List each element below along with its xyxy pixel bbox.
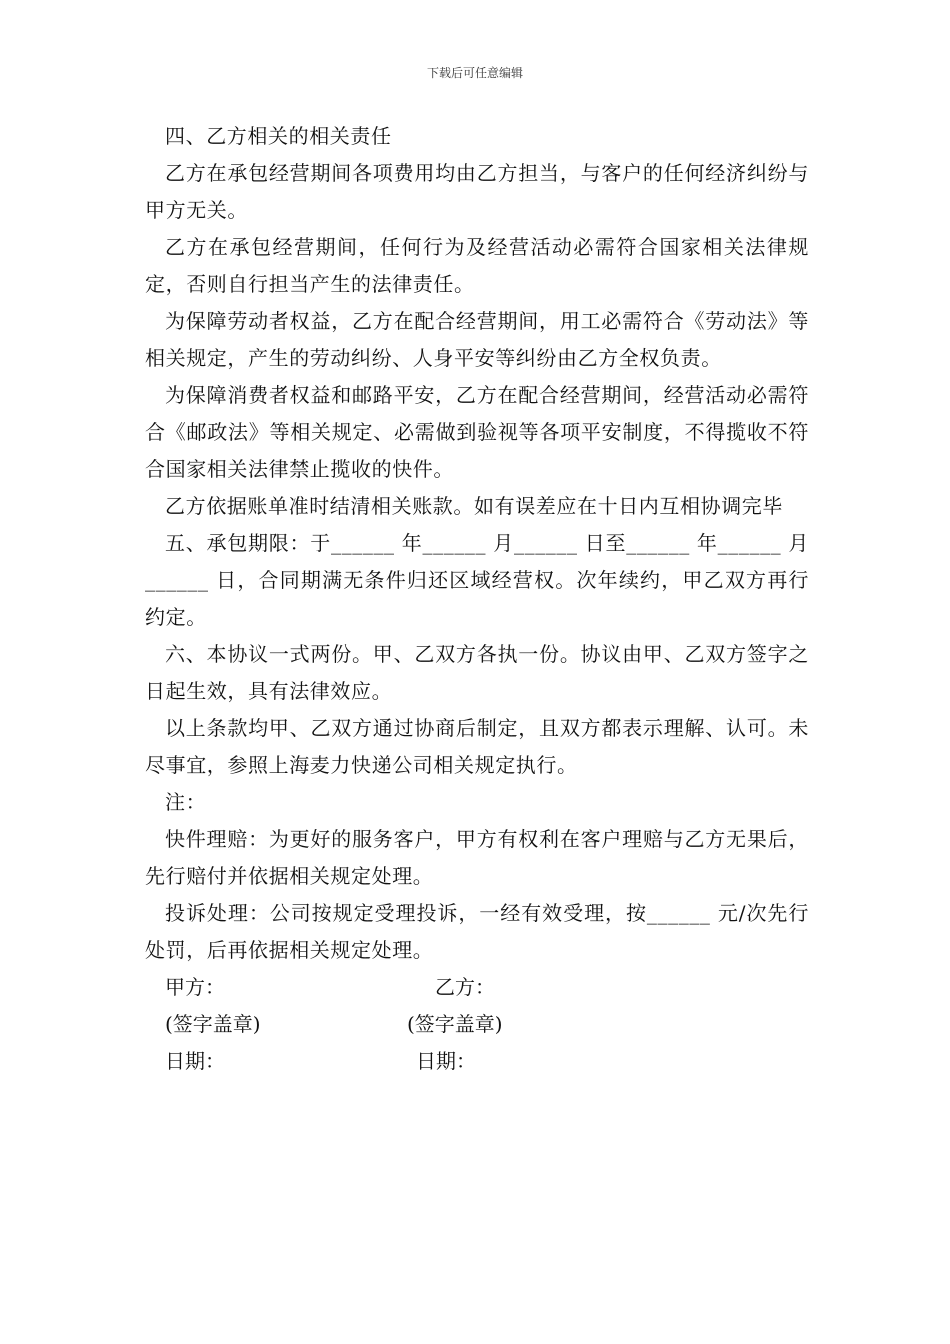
signature-party-row xyxy=(145,969,809,1006)
party-b-seal: (签字盖章) xyxy=(407,1012,503,1036)
paragraph-expenses: 乙方在承包经营期间各项费用均由乙方担当，与客户的任何经济纠纷与甲方无关。 xyxy=(145,161,809,222)
paragraph-settlement: 乙方依据账单准时结清相关账款。如有误差应在十日内互相协调完毕 xyxy=(165,494,783,518)
party-b-label: 乙方： xyxy=(435,975,495,999)
paragraph-complaints: 投诉处理：公司按规定受理投诉，一经有效受理，按______ 元/次先行处罚，后再依据相关规定处理。 xyxy=(145,901,809,962)
paragraph-legal-compliance: 乙方在承包经营期间，任何行为及经营活动必需符合国家相关法律规定，否则自行担当产生的法律责任。 xyxy=(145,235,809,296)
paragraph-labor-law: 为保障劳动者权益，乙方在配合经营期间，用工必需符合《劳动法》等相关规定，产生的劳动纠纷、人身平安等纠纷由乙方全权负责。 xyxy=(145,309,809,370)
paragraph-postal-law: 为保障消费者权益和邮路平安，乙方在配合经营期间，经营活动必需符合《邮政法》等相关规定、必需做到验视等各项平安制度，不得揽收不符合国家相关法律禁止揽收的快件。 xyxy=(145,383,809,481)
page-header-note: 下载后可任意编辑 xyxy=(426,66,523,80)
document-body xyxy=(145,118,809,1080)
signature-date-row xyxy=(145,1043,809,1080)
note-label: 注： xyxy=(165,790,207,814)
paragraph-claims: 快件理赔：为更好的服务客户，甲方有权利在客户理赔与乙方无果后，先行赔付并依据相关规定处理。 xyxy=(145,827,809,888)
party-a-label: 甲方： xyxy=(165,975,225,999)
party-a-seal: (签字盖章) xyxy=(165,1012,261,1036)
paragraph-agreement: 以上条款均甲、乙双方通过协商后制定，且双方都表示理解、认可。未尽事宜，参照上海麦力快递公司相关规定执行。 xyxy=(145,716,809,777)
section-heading-4: 四、乙方相关的相关责任 xyxy=(165,124,392,148)
party-b-date: 日期： xyxy=(416,1049,476,1073)
section-copies: 六、本协议一式两份。甲、乙双方各执一份。协议由甲、乙双方签字之日起生效，具有法律效应。 xyxy=(145,642,809,703)
signature-seal-row xyxy=(145,1006,809,1043)
section-contract-term: 五、承包期限：于______ 年______ 月______ 日至______ 年______ 月______ 日，合同期满无条件归还区域经营权。次年续约，甲乙双方再行约定。 xyxy=(145,531,809,629)
party-a-date: 日期： xyxy=(165,1049,225,1073)
